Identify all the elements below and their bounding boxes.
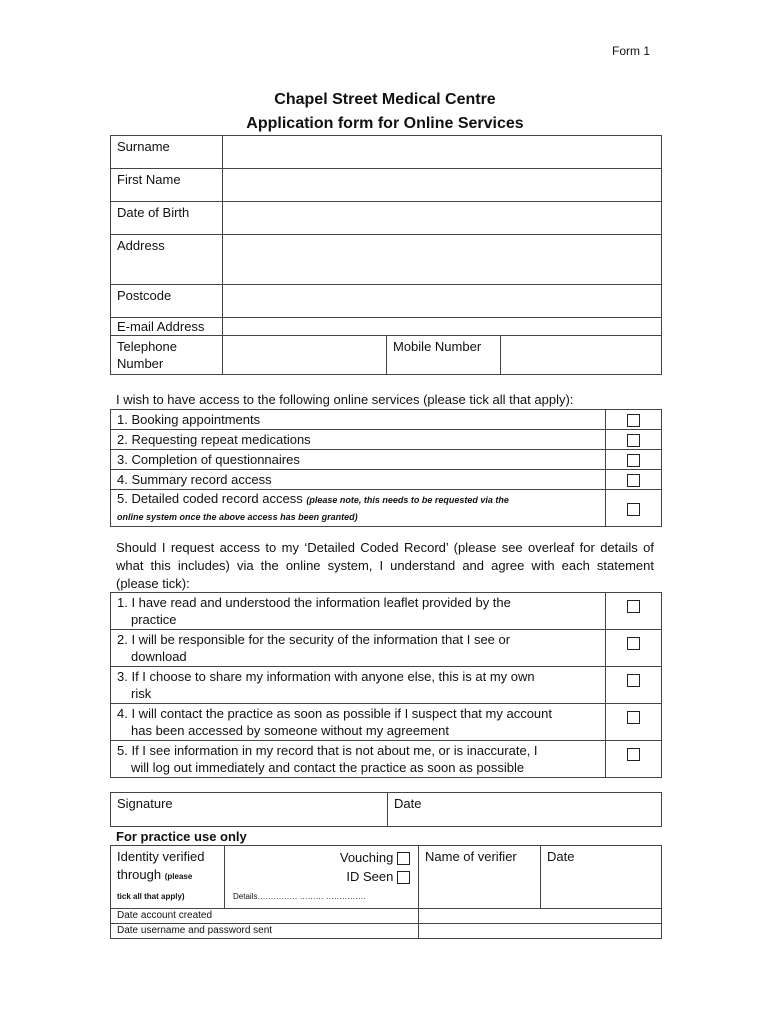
service-detailed-label: 5. Detailed coded record access [117,491,303,506]
services-intro: I wish to have access to the following online services (please tick all that apply): [116,392,574,407]
id-seen-label: ID Seen [346,869,394,884]
service-detailed-note-b: online system once the above access has been granted) [117,512,358,522]
email-label: E-mail Address [111,318,223,336]
first-name-field[interactable] [223,169,662,202]
service-booking-label: 1. Booking appointments [111,410,606,430]
page-title: Chapel Street Medical Centre [274,91,496,108]
service-detailed-cell [111,490,606,527]
postcode-label: Postcode [111,285,223,318]
telephone-field[interactable] [223,336,387,375]
mobile-label: Mobile Number [387,336,501,375]
mobile-field[interactable] [501,336,662,375]
signature-table [110,792,662,827]
details-field[interactable]: Details…………… ……… …………… [233,892,366,901]
surname-label: Surname [111,136,223,169]
postcode-field[interactable] [223,285,662,318]
practice-heading: For practice use only [116,829,247,844]
address-label: Address [111,235,223,285]
practice-table [110,845,662,939]
account-created-field[interactable] [419,909,662,924]
signature-field[interactable]: Signature [111,793,388,827]
statement-3-checkbox[interactable] [627,674,640,687]
service-repeat-checkbox[interactable] [627,434,640,447]
id-seen-checkbox[interactable] [397,871,410,884]
agreement-table [110,592,662,778]
username-sent-label: Date username and password sent [111,924,419,939]
telephone-label: Telephone Number [111,336,223,375]
service-detailed-note-a: (please note, this needs to be requested via the [306,495,509,505]
agreement-intro: Should I request access to my ‘Detailed Coded Record’ (please see overleaf for details of what this includes) via the online system, I understand and agree with each statement (please tick): [116,540,654,591]
statement-5-checkbox[interactable] [627,748,640,761]
username-sent-field[interactable] [419,924,662,939]
account-created-label: Date account created [111,909,419,924]
dob-field[interactable] [223,202,662,235]
form-number: Form 1 [612,44,651,58]
email-field[interactable] [223,318,662,336]
statement-2-checkbox[interactable] [627,637,640,650]
vouching-label: Vouching [339,850,394,865]
practice-date-field[interactable]: Date [541,846,662,909]
verifier-field[interactable]: Name of verifier [419,846,541,909]
signature-date-field[interactable]: Date [388,793,662,827]
identity-label: Identity verified [117,849,205,864]
vouching-checkbox[interactable] [397,852,410,865]
identity-label-cell: Identity verified through (please tick all that apply) [111,846,225,909]
surname-field[interactable] [223,136,662,169]
dob-label: Date of Birth [111,202,223,235]
address-field[interactable] [223,235,662,285]
services-table [110,409,662,527]
identity-options-cell [225,846,419,909]
statement-1-checkbox[interactable] [627,600,640,613]
service-detailed-checkbox[interactable] [627,503,640,516]
statement-2: 2. I will be responsible for the security of the information that I see or download [111,630,606,667]
statement-4: 4. I will contact the practice as soon as possible if I suspect that my account has been accessed by someone without my agreement [111,704,606,741]
statement-3: 3. If I choose to share my information with anyone else, this is at my own risk [111,667,606,704]
service-summary-checkbox[interactable] [627,474,640,487]
service-questionnaires-checkbox[interactable] [627,454,640,467]
service-questionnaires-label: 3. Completion of questionnaires [111,450,606,470]
statement-1: 1. I have read and understood the information leaflet provided by the practice [111,593,606,630]
service-repeat-label: 2. Requesting repeat medications [111,430,606,450]
page-subtitle: Application form for Online Services [246,115,524,132]
service-summary-label: 4. Summary record access [111,470,606,490]
statement-4-checkbox[interactable] [627,711,640,724]
service-booking-checkbox[interactable] [627,414,640,427]
statement-5: 5. If I see information in my record that is not about me, or is inaccurate, I will log out immediately and contact the practice as soon as possible [111,741,606,778]
personal-details-table [110,135,662,375]
first-name-label: First Name [111,169,223,202]
